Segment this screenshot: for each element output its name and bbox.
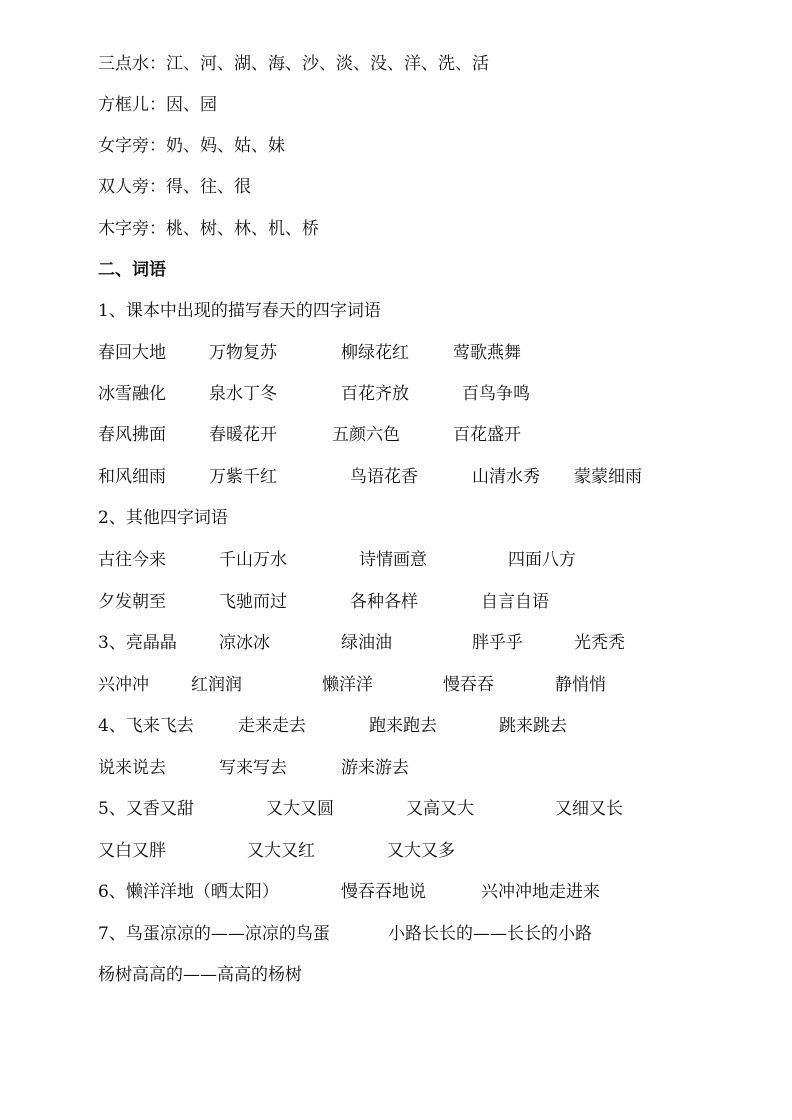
word-item: 山清水秀 [472, 467, 540, 487]
word-item: 走来走去 [238, 716, 306, 736]
word-item: 飞驰而过 [219, 592, 287, 612]
radical-line-fangkuang [98, 93, 217, 117]
word-item: 又大又圆 [266, 799, 334, 819]
radical-chars: 桃、树、林、机、桥 [166, 219, 319, 239]
word-item: 跑来跑去 [369, 716, 437, 736]
word-item: 小路长长的——长长的小路 [388, 924, 592, 944]
word-item: 4、飞来飞去 [98, 716, 194, 736]
word-item: 莺歌燕舞 [453, 343, 521, 363]
word-item: 夕发朝至 [98, 592, 166, 612]
word-item: 懒洋洋 [322, 675, 373, 695]
radical-line-sandianshui [98, 52, 489, 76]
word-item: 兴冲冲地走进来 [481, 882, 600, 902]
word-item: 慢吞吞 [443, 675, 494, 695]
word-item: 绿油油 [341, 633, 392, 653]
word-item: 各种各样 [350, 592, 418, 612]
word-item: 游来游去 [341, 758, 409, 778]
word-item: 万物复苏 [209, 343, 277, 363]
word-item: 冰雪融化 [98, 384, 166, 404]
subsection-title-2: 2、其他四字词语 [98, 508, 228, 528]
word-item: 慢吞吞地说 [341, 882, 426, 902]
word-item: 5、又香又甜 [98, 799, 194, 819]
word-item: 春风拂面 [98, 425, 166, 445]
word-item: 和风细雨 [98, 467, 166, 487]
word-item: 百花齐放 [341, 384, 409, 404]
word-item: 百鸟争鸣 [462, 384, 530, 404]
subsection-title-1: 1、课本中出现的描写春天的四字词语 [98, 301, 381, 321]
word-item: 杨树高高的——高高的杨树 [98, 965, 302, 985]
radical-line-muzipang [98, 217, 319, 241]
word-item: 五颜六色 [332, 425, 400, 445]
word-item: 四面八方 [508, 550, 576, 570]
word-item: 又大又多 [387, 841, 455, 861]
word-item: 说来说去 [98, 758, 166, 778]
radical-label: 三点水： [98, 54, 166, 74]
word-item: 又白又胖 [98, 841, 166, 861]
word-item: 万紫千红 [209, 467, 277, 487]
word-item: 胖乎乎 [472, 633, 523, 653]
word-item: 又高又大 [406, 799, 474, 819]
radical-chars: 奶、妈、姑、妹 [166, 136, 285, 156]
section-heading-ciyu: 二、词语 [98, 260, 166, 280]
radical-line-shuangrenpang [98, 175, 251, 199]
word-item: 静悄悄 [555, 675, 606, 695]
word-item: 6、懒洋洋地（晒太阳） [98, 882, 279, 902]
word-item: 自言自语 [481, 592, 549, 612]
word-item: 凉冰冰 [219, 633, 270, 653]
word-item: 又大又红 [247, 841, 315, 861]
word-item: 春回大地 [98, 343, 166, 363]
radical-chars: 得、往、很 [166, 177, 251, 197]
radical-chars: 因、园 [166, 95, 217, 115]
word-item: 跳来跳去 [499, 716, 567, 736]
radical-label: 双人旁： [98, 177, 166, 197]
word-item: 鸟语花香 [350, 467, 418, 487]
radical-line-nvzipang [98, 134, 285, 158]
word-item: 光秃秃 [574, 633, 625, 653]
word-item: 红润润 [191, 675, 242, 695]
radical-label: 女字旁： [98, 136, 166, 156]
word-item: 写来写去 [219, 758, 287, 778]
word-item: 3、亮晶晶 [98, 633, 177, 653]
word-item: 又细又长 [555, 799, 623, 819]
word-item: 7、鸟蛋凉凉的——凉凉的鸟蛋 [98, 924, 330, 944]
word-item: 百花盛开 [453, 425, 521, 445]
word-item: 春暖花开 [209, 425, 277, 445]
word-item: 千山万水 [219, 550, 287, 570]
radical-chars: 江、河、湖、海、沙、淡、没、洋、洗、活 [166, 54, 489, 74]
word-item: 古往今来 [98, 550, 166, 570]
word-item: 柳绿花红 [341, 343, 409, 363]
radical-label: 木字旁： [98, 219, 166, 239]
word-item: 诗情画意 [359, 550, 427, 570]
word-item: 兴冲冲 [98, 675, 149, 695]
radical-label: 方框儿： [98, 95, 166, 115]
word-item: 泉水丁冬 [209, 384, 277, 404]
word-item: 蒙蒙细雨 [574, 467, 642, 487]
